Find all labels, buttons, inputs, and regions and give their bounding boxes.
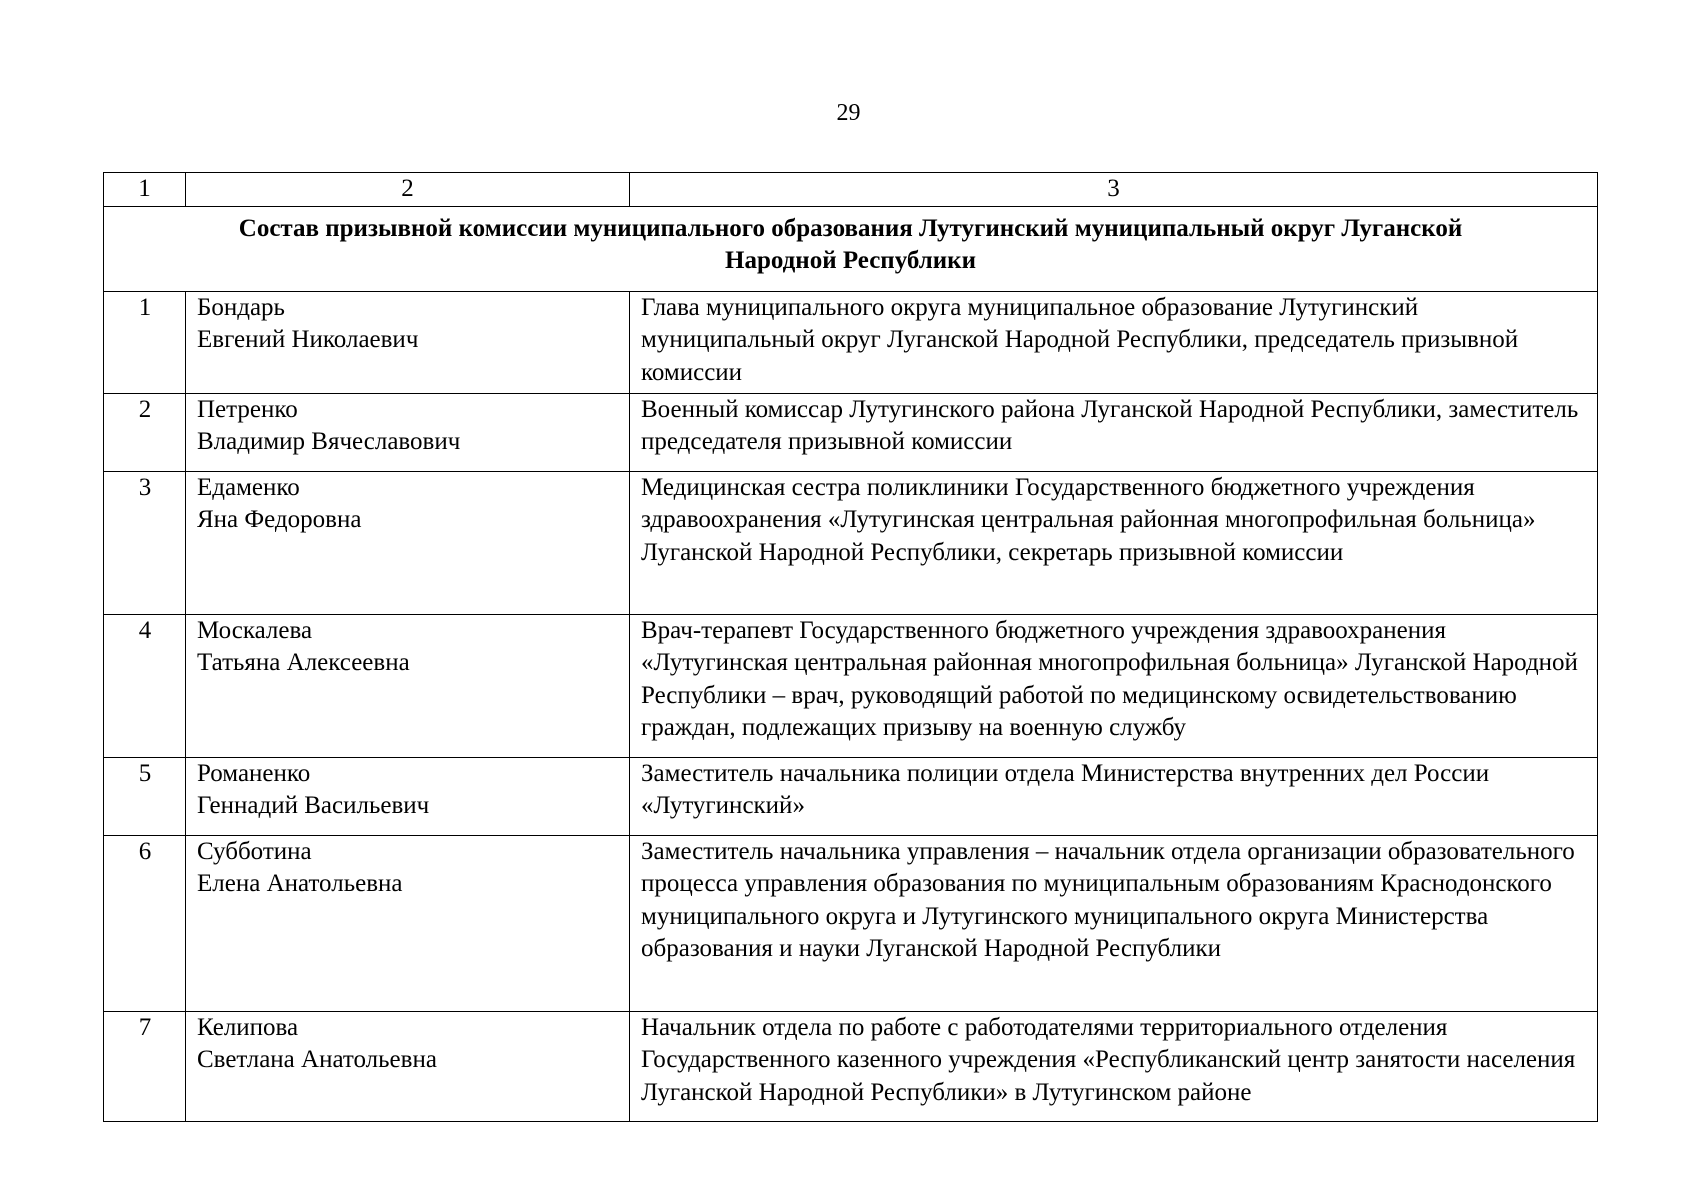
member-name: [186, 1011, 630, 1121]
row-number: 1: [104, 291, 186, 393]
member-name: [186, 757, 630, 835]
member-role: [630, 393, 1598, 471]
table-row: [104, 291, 1598, 393]
section-title-row: [104, 206, 1598, 291]
column-number-row: [104, 173, 1598, 207]
member-role: [630, 757, 1598, 835]
row-number: 3: [104, 471, 186, 614]
member-role: [630, 471, 1598, 614]
member-surname: Бондарь: [197, 293, 285, 321]
member-surname: Романенко: [197, 759, 311, 787]
member-name: [186, 471, 630, 614]
member-role-text: Медицинская сестра поликлиники Государственного бюджетного учреждения здравоохранения «Лутугинская центральная районная многопрофильная больница» Луганской Народной Республики, секретарь призывной комиссии: [641, 473, 1536, 566]
member-given-names: Евгений Николаевич: [197, 326, 419, 353]
member-given-names: Елена Анатольевна: [197, 870, 403, 897]
member-role-text: Заместитель начальника управления – начальник отдела организации образовательного процесса управления образования по муниципальным образованиям Краснодонского муниципального округа и Лутугинского муниципального округа Министерства образования и науки Луганской Народной Республики: [641, 837, 1575, 962]
table-row: [104, 757, 1598, 835]
member-name: [186, 614, 630, 757]
member-role: [630, 1011, 1598, 1121]
section-title: [104, 206, 1598, 291]
member-given-names: Владимир Вячеславович: [197, 428, 461, 455]
member-given-names: Яна Федоровна: [197, 506, 362, 533]
table-row: [104, 393, 1598, 471]
member-role-text: Глава муниципального округа муниципальное образование Лутугинский муниципальный округ Луганской Народной Республики, председатель призывной комиссии: [641, 293, 1519, 386]
member-given-names: Татьяна Алексеевна: [197, 649, 410, 676]
member-role: [630, 835, 1598, 1011]
row-number: 6: [104, 835, 186, 1011]
member-name: [186, 291, 630, 393]
member-role-text: Начальник отдела по работе с работодателями территориального отделения Государственного казенного учреждения «Республиканский центр занятости населения Луганской Народной Республики» в Лутугинском районе: [641, 1013, 1576, 1106]
member-name: [186, 393, 630, 471]
column-number-1: 1: [104, 173, 186, 207]
member-role-text: Военный комиссар Лутугинского района Луганской Народной Республики, заместитель председателя призывной комиссии: [641, 395, 1579, 455]
column-number-3: 3: [630, 173, 1598, 207]
member-role-text: Заместитель начальника полиции отдела Министерства внутренних дел России «Лутугинский»: [641, 759, 1490, 819]
row-number: 2: [104, 393, 186, 471]
member-given-names: Светлана Анатольевна: [197, 1046, 437, 1073]
member-surname: Петренко: [197, 395, 298, 423]
page-number: 29: [836, 100, 861, 126]
member-surname: Едаменко: [197, 473, 300, 501]
member-surname: Келипова: [197, 1013, 299, 1041]
column-number-2: 2: [186, 173, 630, 207]
member-surname: Субботина: [197, 837, 312, 865]
member-surname: Москалева: [197, 616, 313, 644]
section-title-text: Состав призывной комиссии муниципального образования Лутугинский муниципальный округ Луганской Народной Республики: [238, 214, 1463, 274]
table-row: [104, 471, 1598, 614]
commission-table: [103, 172, 1598, 1122]
member-role-text: Врач-терапевт Государственного бюджетного учреждения здравоохранения «Лутугинская центральная районная многопрофильная больница» Луганской Народной Республики – врач, руководящий работой по медицинскому освидетельствованию граждан, подлежащих призыву на военную службу: [641, 616, 1578, 741]
member-given-names: Геннадий Васильевич: [197, 792, 430, 819]
member-name: [186, 835, 630, 1011]
row-number: 7: [104, 1011, 186, 1121]
table-row: [104, 835, 1598, 1011]
member-role: [630, 614, 1598, 757]
row-number: 4: [104, 614, 186, 757]
row-number: 5: [104, 757, 186, 835]
table-row: [104, 1011, 1598, 1121]
member-role: [630, 291, 1598, 393]
table-row: [104, 614, 1598, 757]
